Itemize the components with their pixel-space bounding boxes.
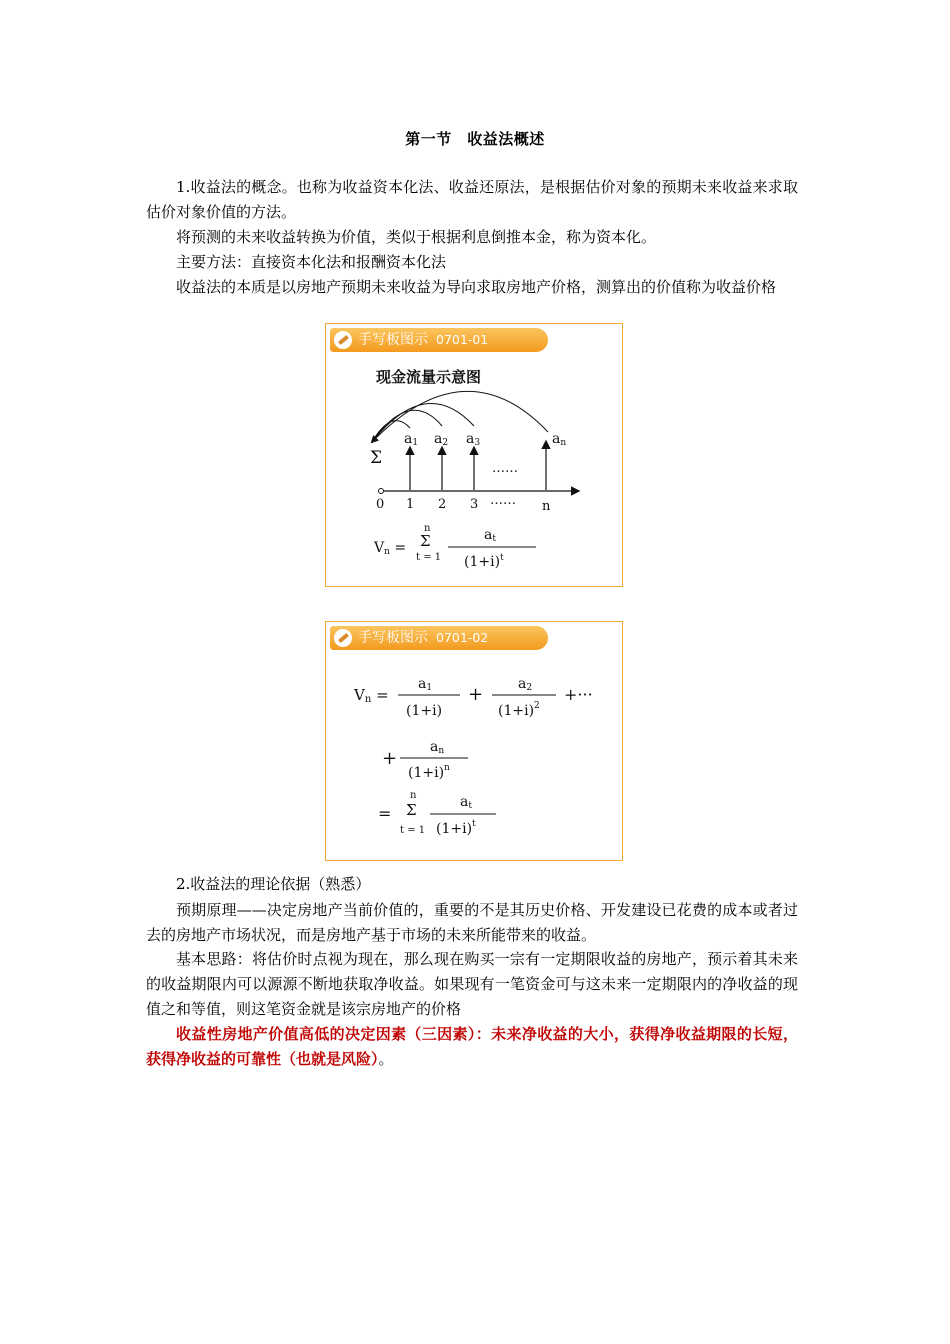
paragraph-basic-idea: 基本思路：将估价时点视为现在，那么现在购买一宗有一定期限收益的房地产，预示着其未来的收益期限内可以源源不断地获取净收益。如果现有一笔资金可与这未来一定期限内的净收益的现值之和等值，则这笔资金就是该宗房地产的价格 [146,950,798,1018]
arc-an [372,391,548,442]
figure-code: 0701-01 [436,332,489,347]
line3-num: at [460,794,472,811]
line1-trail: +··· [564,685,593,704]
paragraph-expectation-principle: 预期原理——决定房地产当前价值的，重要的不是其历史价格、开发建设已花费的成本或者过去的房地产市场状况，而是房地产基于市场的未来所能带来的收益。 [146,901,798,944]
label-an: an [552,431,567,448]
label-a2: a2 [434,431,449,448]
formula-lhs: Vn = [374,540,407,557]
section-title: 第一节 收益法概述 [405,130,545,148]
paragraph-essence: 收益法的本质是以房地产预期未来收益为导向求取房地产价格，测算出的价值称为收益价格 [176,278,777,296]
line3-sum-symbol: Σ [406,801,417,819]
paragraph-concept: 1.收益法的概念。也称为收益资本化法、收益还原法，是根据估价对象的预期未来收益来求取估价对象价值的方法。 [146,178,798,221]
formula-sum-bottom: t = 1 [416,552,442,563]
label-a3: a3 [466,431,481,448]
line3-den: $(1+i)^t$ [436,819,476,837]
line3-sum-bottom: t = 1 [400,825,426,836]
figure-code: 0701-02 [436,630,489,645]
timeline-origin [379,489,384,494]
paragraph-capitalization: 将预测的未来收益转换为价值，类似于根据利息倒推本金，称为资本化。 [176,228,657,246]
line1-den2: $(1+i)^2$ [498,701,540,719]
formula-denominator: $(1+i)^t$ [464,553,504,570]
line3-sum-top: n [410,790,417,801]
formula-sum-top: n [424,523,431,534]
line1-den1: (1+i) [406,703,443,719]
axis-label-1: 1 [406,497,415,512]
axis-label-2: 2 [438,497,447,512]
arc-a3 [372,403,474,442]
figure-header-label: 手写板图示 [358,332,428,348]
line2-num: an [430,739,445,756]
present-value-formula [326,622,622,860]
dots-upper: …… [492,461,518,476]
figure-present-value [325,621,623,861]
line2-plus: + [382,748,398,769]
line3-eq: = [378,804,392,823]
figure-header-label: 手写板图示 [358,630,428,646]
axis-label-0: 0 [376,497,385,512]
label-a1: a1 [404,431,419,448]
axis-label-dots: …… [490,493,516,508]
line1-num2: a2 [518,676,533,693]
three-factors-text: 收益性房地产价值高低的决定因素（三因素）：未来净收益的大小，获得净收益期限的长短，获得净收益的可靠性（也就是风险） [146,1025,798,1068]
line1-plus: + [468,684,484,705]
three-factors-tail: 。 [378,1050,394,1068]
figure-cash-flow [325,323,623,587]
formula-numerator: at [484,527,496,544]
axis-label-3: 3 [470,497,479,512]
paragraph-theory-heading: 2.收益法的理论依据（熟悉） [176,875,371,893]
paragraph-three-factors [146,1022,798,1072]
cash-flow-diagram [326,324,622,586]
line2-den: $(1+i)^n$ [408,763,450,781]
line1-num1: a1 [418,676,433,693]
line1-lhs: Vn = [354,686,389,705]
diagram-caption: 现金流量示意图 [376,368,482,386]
axis-label-n: n [542,499,551,514]
paragraph-main-methods: 主要方法：直接资本化法和报酬资本化法 [176,253,447,271]
formula-sum-symbol: Σ [420,532,431,550]
sum-symbol: Σ [370,448,383,468]
